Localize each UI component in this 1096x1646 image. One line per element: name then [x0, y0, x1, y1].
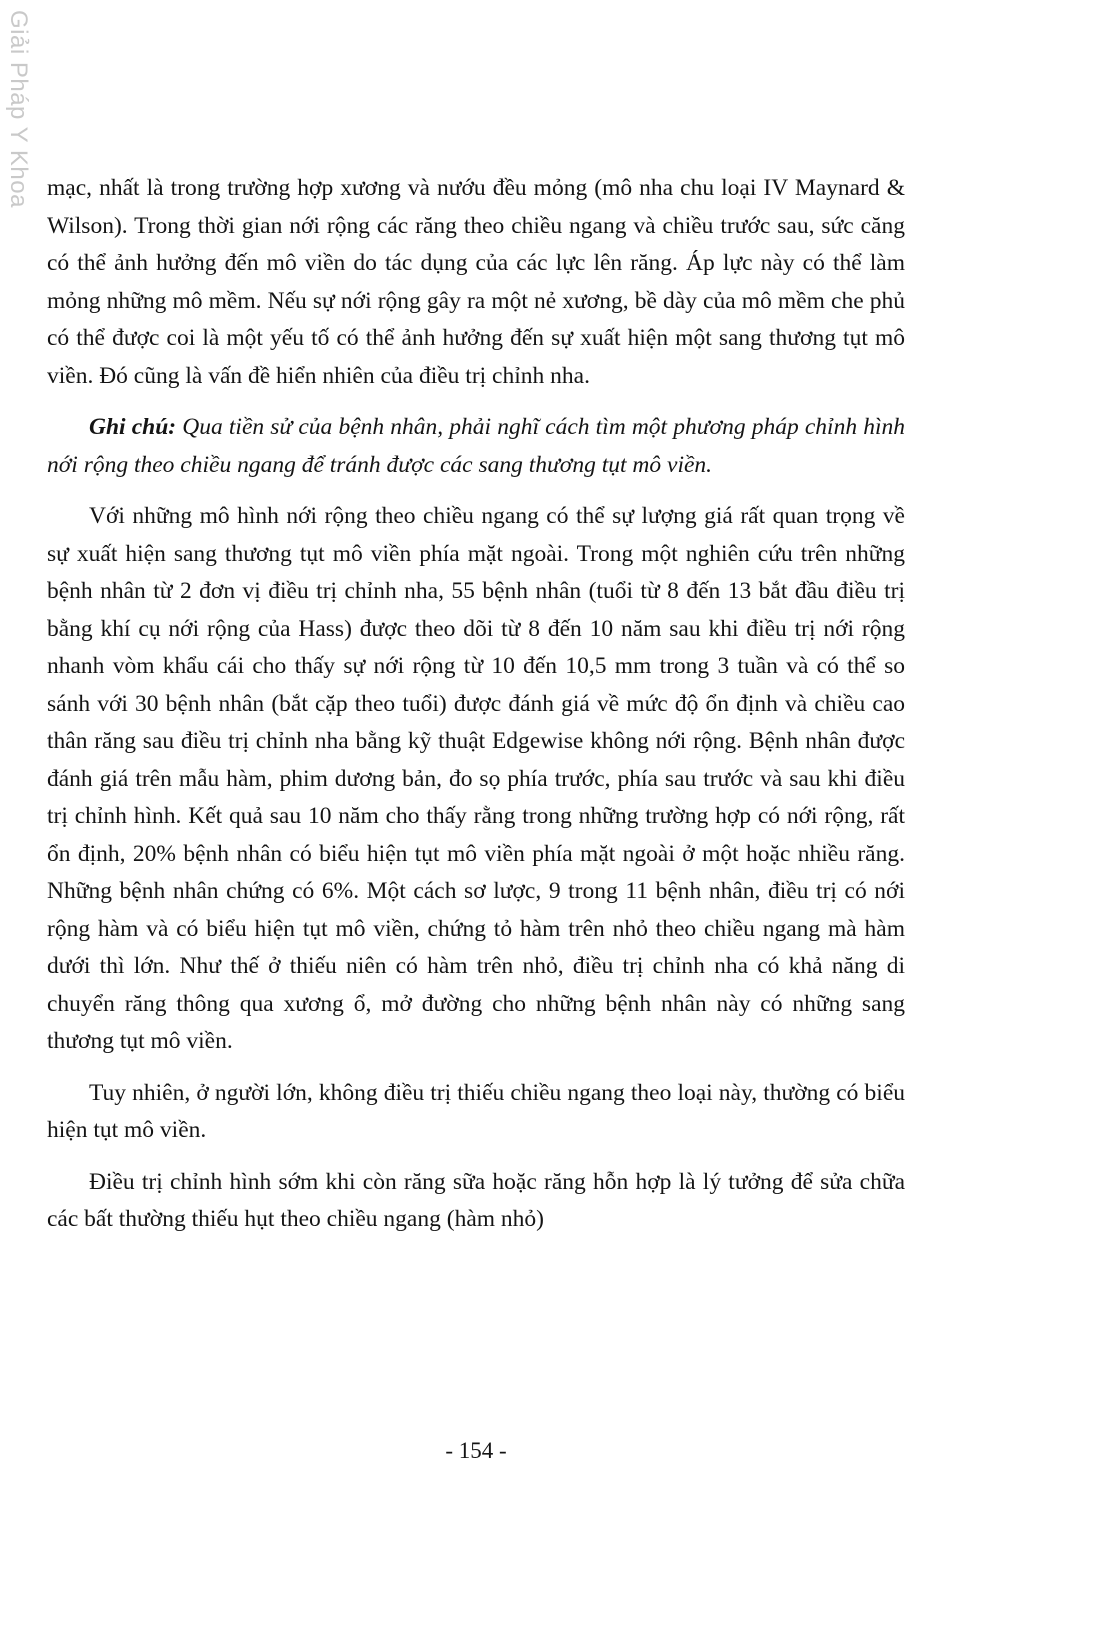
paragraph-adults: Tuy nhiên, ở người lớn, không điều trị thiếu chiều ngang theo loại này, thường có biểu hiện tụt mô viền. [47, 1079, 905, 1143]
document-page [47, 170, 906, 1463]
watermark-text: Giải Pháp Y Khoa [5, 10, 32, 208]
paragraph-continuation: mạc, nhất là trong trường hợp xương và nướu đều mỏng (mô nha chu loại IV Maynard & Wilson). Trong thời gian nới rộng các răng theo chiều ngang và chiều trước sau, sức căng có thể ảnh hưởng đến mô viền do tác dụng của các lực lên răng. Áp lực này có thể làm mỏng những mô mềm. Nếu sự nới rộng gây ra một nẻ xương, bề dày của mô mềm che phủ có thể được coi là một yếu tố có thể ảnh hưởng đến sự xuất hiện một sang thương tụt mô viền. Đó cũng là vấn đề hiển nhiên của điều trị chỉnh nha. [47, 175, 905, 389]
note-paragraph [47, 409, 905, 484]
paragraph-early-treatment: Điều trị chỉnh hình sớm khi còn răng sữa hoặc răng hỗn hợp là lý tưởng để sửa chữa các bất thường thiếu hụt theo chiều ngang (hàm nhỏ) [47, 1168, 905, 1232]
paragraph-study: Với những mô hình nới rộng theo chiều ngang có thể sự lượng giá rất quan trọng về sự xuất hiện sang thương tụt mô viền phía mặt ngoài. Trong một nghiên cứu trên những bệnh nhân từ 2 đơn vị điều trị chỉnh nha, 55 bệnh nhân (tuổi từ 8 đến 13 bắt đầu điều trị bằng khí cụ nới rộng của Hass) được theo dõi từ 8 đến 10 năm sau khi điều trị nới rộng nhanh vòm khẩu cái cho thấy sự nới rộng từ 10 đến 10,5 mm trong 3 tuần và có thể so sánh với 30 bệnh nhân (bắt cặp theo tuổi) được đánh giá về mức độ ổn định và chiều cao thân răng sau điều trị chỉnh nha bằng kỹ thuật Edgewise không nới rộng. Bệnh nhân được đánh giá trên mẫu hàm, phim dương bản, đo sọ phía trước, phía sau trước và sau khi điều trị chỉnh hình. Kết quả sau 10 năm cho thấy rằng trong những trường hợp có nới rộng, rất ổn định, 20% bệnh nhân có biểu hiện tụt mô viền phía mặt ngoài ở một hoặc nhiều răng. Những bệnh nhân chứng có 6%. Một cách sơ lược, 9 trong 11 bệnh nhân, điều trị có nới rộng hàm và có biểu hiện tụt mô viền, chứng tỏ hàm trên nhỏ theo chiều ngang mà hàm dưới thì lớn. Như thế ở thiếu niên có hàm trên nhỏ, điều trị chỉnh nha có khả năng di chuyển răng thông qua xương ổ, mở đường cho những bệnh nhân này có những sang thương tụt mô viền. [47, 503, 905, 1054]
note-label: Ghi chú: [89, 414, 177, 440]
note-text: Qua tiền sử của bệnh nhân, phải nghĩ cách tìm một phương pháp chỉnh hình nới rộng theo chiều ngang để tránh được các sang thương tụt mô viền. [47, 414, 906, 478]
page-number: - 154 - [445, 1438, 507, 1463]
